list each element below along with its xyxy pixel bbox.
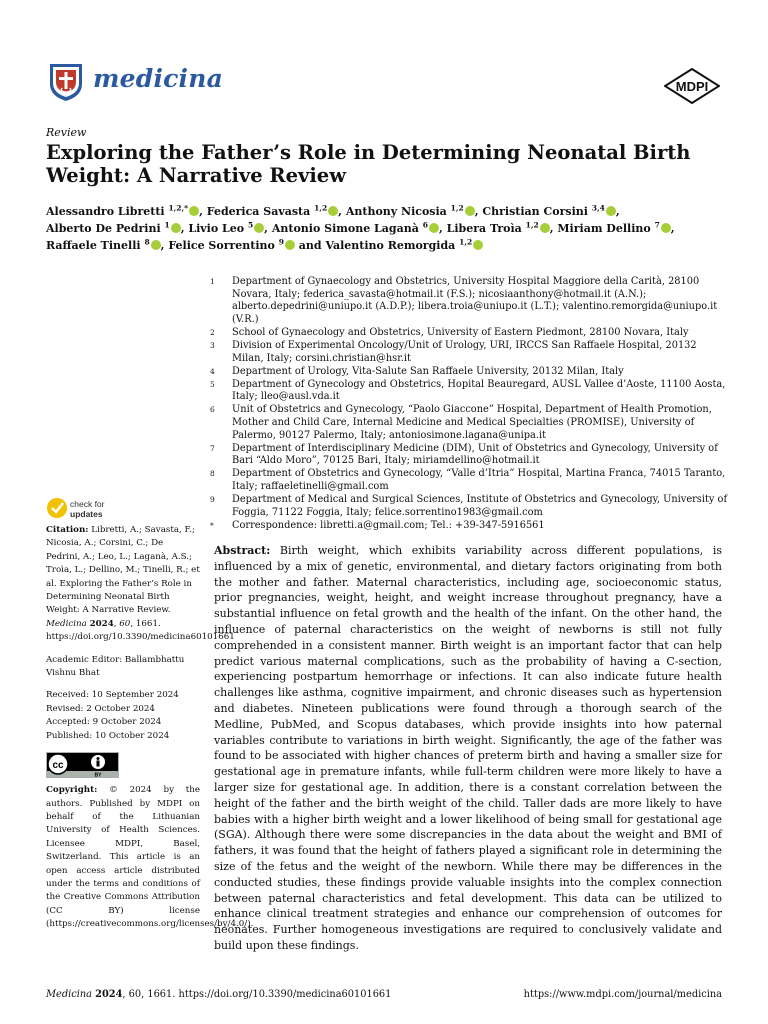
affiliation-item [210, 520, 730, 533]
svg-text:MDPI: MDPI [675, 79, 709, 94]
author [557, 222, 670, 235]
orcid-icon[interactable] [465, 206, 475, 216]
footer-journal-url[interactable]: https://www.mdpi.com/journal/medicina [523, 989, 722, 1000]
affiliation-number: 3 [210, 340, 215, 350]
affiliation-text: Department of Interdisciplinary Medicine (DIM), Unit of Obstetrics and Gynecology, University of Bari “Aldo Moro”, 70125 Bari, Italy; miriamdellino@hotmail.it [232, 442, 718, 467]
author-affiliation-sup: 1,2 [314, 203, 328, 213]
abstract-text: Birth weight, which exhibits variability across different populations, is influenced by a mix of genetic, environmental, and dietary factors originating from both the mother and father. Maternal characteristics, including age, socioeconomic status, prior pregnancies, weight, height, and weight increase throughout pregnancy, have a substantial influence on fetal growth and the health of the infant. On the other hand, the influence of paternal characteristics on the weight of newborns is still not fully comprehended in a consistent manner. Birth weight is an important factor that can help predict various maternal complications, such as the probability of having a C-section, experiencing postpartum hemorrhage or infections. It can also indicate future health challenges like asthma, cognitive impairment, and chronic diseases such as hypertension and diabetes. Nineteen publications were found through a thorough search of the Medline, PubMed, and Scopus databases, which provide insights into how paternal variables contribute to variations in birth weight. Significantly, the age of the father was found to be associated with higher chances of preterm birth and having a smaller size for gestational age in premature infants, while full-term children were more likely to have a larger size for gestational age. In addition, there is a constant correlation between the height of the father and the birth weight of the child. Taller dads are more likely to have babies with a higher birth weight and a lower likelihood of being small for gestational age (SGA). Although there were some discrepancies in the data about the weight and BMI of fathers, it was found that the height of fathers played a significant role in determining the size of the fetus and the weight of the newborn. While there may be differences in the conducted studies, these findings provide valuable insights into the complex connection between paternal characteristics and fetal development. This data can be utilized to enhance clinical treatment strategies and enhance our comprehension of outcomes for neonates. Further homogeneous investigations are required to conclusively validate and build upon these findings. [214, 544, 722, 952]
author [346, 205, 475, 218]
author-list: Alessandro Libretti $^{1,2,*}$ , Federica Savasta $^{1,2}$ , Anthony Nicosia $^{1,2}$ , Christian Corsini $^{3,4}$ , Alberto De Pedrini $^1$ , Livio Leo $^5$ , Antonio Simone Laganà $^6$ , Libera Troìa $^{1,2}$ , Miriam Dellino $^7$ , Raffaele Tinelli $^8$ , Felice Sorrentino $^9$ and Valentino Remorgida $^{1,2}$ [46, 203, 675, 252]
affiliation-item [210, 443, 730, 468]
author-name: Alessandro Libretti [46, 205, 165, 218]
affiliation-list [210, 276, 730, 533]
orcid-icon[interactable] [540, 223, 550, 233]
affiliation-item [210, 494, 730, 519]
author-affiliation-sup: 1 [164, 220, 170, 230]
citation-year: 2024 [89, 618, 114, 629]
affiliation-text: Department of Gynecology and Obstetrics, Hopital Beauregard, AUSL Vallee d’Aoste, 11100 Aosta, Italy; lleo@ausl.vda.it [232, 378, 726, 403]
author [447, 222, 550, 235]
check-for-updates-badge[interactable] [46, 496, 146, 520]
footer-citation [46, 989, 391, 1000]
author-affiliation-sup: 5 [247, 220, 254, 230]
footer-journal: Medicina [46, 989, 93, 1000]
author-name: Antonio Simone Laganà [271, 222, 419, 235]
affiliation-item [210, 276, 730, 326]
affiliation-number: 2 [210, 327, 215, 337]
orcid-icon[interactable] [171, 223, 181, 233]
affiliation-number: 1 [210, 277, 215, 286]
cc-by-license-icon[interactable] [46, 752, 119, 778]
revised-date: Revised: 2 October 2024 [46, 703, 155, 714]
orcid-icon[interactable] [661, 223, 671, 233]
author [46, 205, 199, 218]
author-name: Libera Troìa [446, 222, 522, 235]
affiliation-number: 4 [210, 366, 215, 376]
footer-doi[interactable]: , 60, 1661. https://doi.org/10.3390/medicina60101661 [122, 989, 392, 1000]
author-affiliation-sup: 1,2,* [168, 203, 189, 213]
author [272, 222, 439, 235]
author-affiliation-sup: 1,2 [459, 237, 473, 247]
abstract-label: Abstract: [214, 544, 271, 557]
affiliation-text: Department of Obstetrics and Gynecology, “Valle d’Itria” Hospital, Martina Franca, 74015 Taranto, Italy; raffaeletinelli@gmail.com [232, 468, 726, 492]
dates-block [46, 689, 200, 743]
editor-name: Ballambhattu Vishnu Bhat [46, 654, 185, 679]
author-name: Raffaele Tinelli [46, 239, 141, 252]
author-affiliation-sup: 9 [278, 237, 284, 247]
orcid-icon[interactable] [285, 240, 295, 250]
affiliation-item [210, 340, 730, 365]
citation-label: Citation: [46, 525, 89, 535]
orcid-icon[interactable] [151, 240, 161, 250]
editor-label: Academic Editor: [46, 654, 123, 665]
academic-editor-block [46, 654, 200, 681]
author-name: Federica Savasta [206, 205, 311, 218]
affiliation-text: Unit of Obstetrics and Gynecology, “Paolo Giaccone” Hospital, Department of Health Promotion, Mother and Child Care, Internal Medicine and Medical Specialties (PROMISE), University of Palermo, 90127 Palermo, Italy; antoniosimone.lagana@unipa.it [232, 404, 712, 441]
author [325, 239, 483, 252]
orcid-icon[interactable] [189, 206, 199, 216]
author-affiliation-sup: 1,2 [525, 220, 539, 230]
affiliation-item [210, 366, 730, 379]
author [482, 205, 615, 218]
author-name: Valentino Remorgida [325, 239, 456, 252]
citation-text: Libretti, A.; Savasta, F.; Nicosia, A.; Corsini, C.; De Pedrini, A.; Leo, L.; Laganà, A.S.; Troìa, L.; Dellino, M.; Tinelli, R.; et al. Exploring the Father’s Role in Determining Neonatal Birth Weight: A Narrative Review. [46, 525, 200, 616]
orcid-icon[interactable] [606, 206, 616, 216]
author-name: Christian Corsini [482, 205, 588, 218]
author-name: Miriam Dellino [557, 222, 651, 235]
affiliation-item [210, 327, 730, 340]
author-name: Livio Leo [188, 222, 245, 235]
svg-text:updates: updates [70, 509, 103, 519]
affiliation-number: 8 [210, 469, 215, 479]
affiliation-text: Department of Medical and Surgical Sciences, Institute of Obstetrics and Gynecology, University of Foggia, 71122 Foggia, Italy; felice.sorrentino1983@gmail.com [232, 494, 728, 518]
orcid-icon[interactable] [254, 223, 264, 233]
author-affiliation-sup: 1,2 [450, 203, 464, 213]
author [207, 205, 338, 218]
orcid-icon[interactable] [328, 206, 338, 216]
author-affiliation-sup: 8 [144, 237, 150, 247]
author-name: Anthony Nicosia [345, 205, 447, 218]
author [46, 239, 161, 252]
received-date: Received: 10 September 2024 [46, 690, 179, 701]
author-affiliation-sup: 6 [422, 220, 428, 230]
affiliation-text: Division of Experimental Oncology/Unit of Urology, URI, IRCCS San Raffaele Hospital, 20132 Milan, Italy; corsini.christian@hsr.it [232, 339, 697, 364]
affiliation-item [210, 379, 730, 404]
svg-text:check for: check for [70, 499, 105, 509]
mdpi-logo-icon [664, 68, 720, 104]
abstract [214, 543, 722, 954]
affiliation-number: 6 [210, 405, 215, 415]
copyright-label: Copyright: [46, 785, 98, 796]
affiliation-number: * [210, 520, 214, 530]
affiliation-text: Department of Gynaecology and Obstetrics, University Hospital Maggiore della Carità, 28100 Novara, Italy; federica_savasta@hotmail.it (F.S.); nicosiaanthony@hotmail.it (A.N.); alberto.depedrini@uniupo.it (A.D.P.); libera.troia@uniupo.it (L.T.); valentino.remorgida@uniupo.it (V.R.) [232, 276, 718, 325]
affiliation-text: Department of Urology, Vita-Salute San Raffaele University, 20132 Milan, Italy [232, 365, 624, 377]
citation-volume: 60 [119, 618, 131, 629]
affiliation-text: Correspondence: libretti.a@gmail.com; Tel.: +39-347-5916561 [232, 519, 545, 531]
author-name: Felice Sorrentino [168, 239, 275, 252]
footer-year: 2024 [95, 989, 123, 1000]
citation-block: Citation: Libretti, A.; Savasta, F.; Nicosia, A.; Corsini, C.; De Pedrini, A.; Leo, L.; Laganà, A.S.; Troìa, L.; Dellino, M.; Tinelli, R.; et al. Exploring the Father’s Role in Determining Neonatal Birth Weight: A Narrative Review. Medicina 2024, 60, 1661. https://doi.org/10.3390/medicina60101661 [46, 525, 235, 643]
article-type: Review [46, 126, 87, 139]
svg-text:BY: BY [94, 772, 102, 779]
affiliation-item [210, 468, 730, 493]
medicina-emblem-icon [48, 62, 84, 102]
citation-journal: Medicina [46, 618, 87, 629]
author [188, 222, 264, 235]
affiliation-item [210, 404, 730, 442]
affiliation-number: 9 [210, 495, 215, 505]
affiliation-number: 7 [210, 443, 215, 453]
author-name: Alberto De Pedrini [46, 222, 161, 235]
author [168, 239, 295, 252]
copyright-block [46, 784, 254, 931]
published-date: Published: 10 October 2024 [46, 730, 170, 741]
accepted-date: Accepted: 9 October 2024 [46, 717, 162, 728]
orcid-icon[interactable] [429, 223, 439, 233]
author-affiliation-sup: 3,4 [591, 203, 605, 213]
article-title: Exploring the Father’s Role in Determining Neonatal Birth Weight: A Narrative Review [46, 141, 691, 187]
affiliation-text: School of Gynaecology and Obstetrics, University of Eastern Piedmont, 28100 Novara, Italy [232, 326, 689, 338]
affiliation-number: 5 [210, 379, 215, 389]
journal-name: medicina [93, 64, 224, 93]
orcid-icon[interactable] [473, 240, 483, 250]
author-affiliation-sup: 7 [654, 220, 660, 230]
citation-doi[interactable]: , 1661. https://doi.org/10.3390/medicina60101661 [46, 618, 235, 643]
author [46, 222, 181, 235]
svg-text:cc: cc [52, 760, 64, 772]
copyright-text: © 2024 by the authors. Published by MDPI on behalf of the Lithuanian University of Health Sciences. Licensee MDPI, Basel, Switzerland. This article is an open access article distributed under the terms and conditions of the Creative Commons Attribution (CC BY) license (https://creativecommons.org/licenses/by/4.0/). [46, 785, 254, 930]
